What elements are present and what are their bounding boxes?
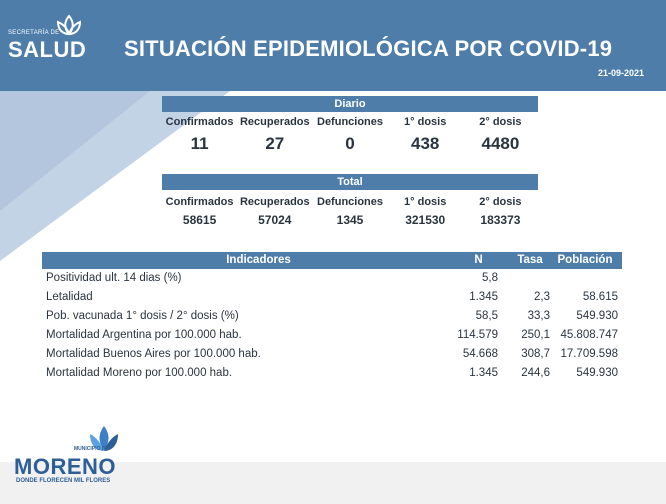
total-summary-table bbox=[162, 174, 538, 227]
indicator-poblacion: 549.930 bbox=[576, 367, 618, 379]
indicator-tasa: 2,3 bbox=[534, 291, 550, 303]
indicator-tasa: 250,1 bbox=[521, 329, 550, 341]
indicators-header-row bbox=[42, 252, 622, 269]
table-row bbox=[42, 269, 622, 288]
total-title-bar: Total bbox=[162, 174, 538, 190]
indicator-poblacion: 17.709.598 bbox=[560, 348, 618, 360]
indicator-tasa: 33,3 bbox=[527, 310, 550, 322]
daily-title-bar: Diario bbox=[162, 96, 538, 112]
daily-summary-table bbox=[162, 96, 538, 154]
indicator-poblacion bbox=[552, 269, 622, 288]
indicator-n: 1.345 bbox=[469, 291, 498, 303]
indicator-tasa bbox=[500, 269, 552, 288]
logo-title: SALUD bbox=[8, 37, 87, 62]
daily-header-segunda-dosis: 2° dosis bbox=[479, 116, 522, 128]
indicators-header-label: Indicadores bbox=[226, 254, 291, 266]
total-value-primera-dosis: 321530 bbox=[405, 213, 446, 227]
total-header-segunda-dosis: 2° dosis bbox=[479, 196, 522, 208]
table-row bbox=[42, 326, 622, 345]
indicator-label: Mortalidad Buenos Aires por 100.000 hab. bbox=[46, 348, 261, 360]
indicator-label: Letalidad bbox=[46, 291, 93, 303]
header-banner bbox=[0, 0, 666, 91]
daily-value-defunciones: 0 bbox=[345, 134, 355, 153]
indicator-label: Mortalidad Argentina por 100.000 hab. bbox=[46, 329, 242, 341]
page-title: SITUACIÓN EPIDEMIOLÓGICA POR COVID-19 bbox=[124, 36, 613, 61]
table-row bbox=[42, 288, 622, 307]
total-header-row bbox=[162, 196, 538, 208]
daily-value-confirmados: 11 bbox=[190, 134, 209, 153]
total-header-primera-dosis: 1° dosis bbox=[404, 196, 447, 208]
municipio-moreno-logo bbox=[14, 424, 124, 494]
indicator-n: 58,5 bbox=[475, 310, 498, 322]
indicator-label: Pob. vacunada 1° dosis / 2° dosis (%) bbox=[46, 310, 239, 322]
moreno-slogan: DONDE FLORECEN MIL FLORES bbox=[16, 478, 111, 484]
indicators-table bbox=[42, 252, 622, 383]
total-values-row bbox=[162, 213, 538, 227]
indicator-n: 1.345 bbox=[469, 367, 498, 379]
total-header-recuperados: Recuperados bbox=[239, 196, 310, 208]
indicator-label: Mortalidad Moreno por 100.000 hab. bbox=[46, 367, 233, 379]
indicator-n: 5,8 bbox=[482, 272, 498, 284]
total-value-confirmados: 58615 bbox=[182, 213, 217, 227]
total-value-defunciones: 1345 bbox=[336, 213, 364, 227]
indicator-label: Positividad ult. 14 dias (%) bbox=[46, 272, 182, 284]
table-row bbox=[42, 345, 622, 364]
daily-header-recuperados: Recuperados bbox=[239, 116, 310, 128]
logo-subtitle: SECRETARÍA DE bbox=[8, 30, 60, 36]
total-value-recuperados: 57024 bbox=[258, 213, 292, 227]
total-header-confirmados: Confirmados bbox=[165, 196, 234, 208]
indicator-n: 114.579 bbox=[457, 329, 498, 341]
daily-header-row bbox=[162, 116, 538, 128]
table-row bbox=[42, 364, 622, 383]
decorative-triangle-inner bbox=[0, 91, 150, 211]
indicator-poblacion: 45.808.747 bbox=[560, 329, 618, 341]
secretaria-salud-logo bbox=[8, 16, 88, 64]
daily-header-primera-dosis: 1° dosis bbox=[404, 116, 447, 128]
daily-value-recuperados: 27 bbox=[265, 134, 285, 153]
total-value-segunda-dosis: 183373 bbox=[480, 213, 521, 227]
daily-header-confirmados: Confirmados bbox=[165, 116, 234, 128]
daily-header-defunciones: Defunciones bbox=[317, 116, 384, 128]
report-date: 21-09-2021 bbox=[597, 68, 644, 78]
indicators-header-poblacion: Población bbox=[557, 254, 613, 266]
daily-value-segunda-dosis: 4480 bbox=[481, 134, 520, 153]
municipio-label: MUNICIPIO DE bbox=[74, 446, 109, 452]
total-header-defunciones: Defunciones bbox=[317, 196, 384, 208]
flower-icon bbox=[54, 14, 84, 40]
indicator-n: 54.668 bbox=[462, 348, 498, 360]
indicators-header-tasa: Tasa bbox=[517, 254, 543, 266]
daily-values-row bbox=[162, 134, 538, 154]
daily-value-primera-dosis: 438 bbox=[411, 134, 440, 153]
indicator-poblacion: 58.615 bbox=[582, 291, 618, 303]
table-row bbox=[42, 307, 622, 326]
indicator-tasa: 308,7 bbox=[521, 348, 550, 360]
indicators-header-n: N bbox=[474, 254, 483, 266]
moreno-flower-icon bbox=[86, 424, 122, 458]
indicator-tasa: 244,6 bbox=[521, 367, 550, 379]
indicator-poblacion: 549.930 bbox=[576, 310, 618, 322]
moreno-name: MORENO bbox=[14, 454, 116, 479]
